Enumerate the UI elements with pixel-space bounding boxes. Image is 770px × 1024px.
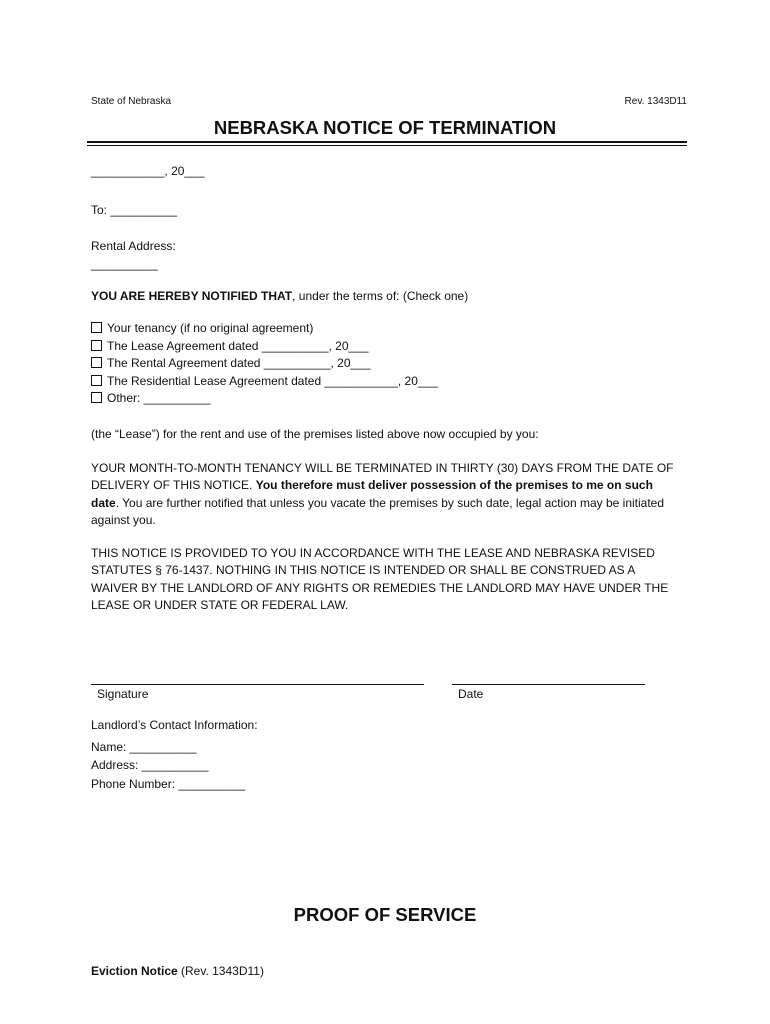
contact-phone: Phone Number: __________ [91,777,246,791]
lease-line: (the “Lease”) for the rent and use of the premises listed above now occupied by you: [91,427,539,441]
checkbox-item-other[interactable] [91,391,210,405]
contact-address: Address: __________ [91,758,209,772]
title-rule-thick [87,141,687,143]
date-line: ___________, 20___ [91,164,205,178]
tenancy-text-bold: You therefore must deliver possession of the premises to me on such date [91,478,653,510]
signature-label: Signature [97,687,149,701]
to-line: To: __________ [91,203,178,217]
checkbox-label: The Lease Agreement dated __________, 20___ [107,339,369,353]
checkbox-item-lease-agreement[interactable] [91,339,369,353]
checkbox-label: The Rental Agreement dated __________, 20___ [107,356,371,370]
footer-label [91,963,264,980]
tenancy-text-1: YOUR MONTH-TO-MONTH TENANCY WILL BE TERMINATED IN THIRTY (30) DAYS FROM THE DATE OF DELIVERY OF THIS NOTICE. [91,461,674,493]
statute-paragraph: THIS NOTICE IS PROVIDED TO YOU IN ACCORDANCE WITH THE LEASE AND NEBRASKA REVISED STATUTES § 76-1437. NOTHING IN THIS NOTICE IS INTENDED OR SHALL BE CONSTRUED AS A WAIVER BY THE LANDLORD OF ANY RIGHTS OR REMEDIES THE LANDLORD MAY HAVE UNDER THE LEASE OR UNDER STATE OR FEDERAL LAW. [91,546,669,612]
checkbox-item-tenancy[interactable] [91,321,313,335]
signature-line [91,684,424,685]
notified-bold: YOU ARE HEREBY NOTIFIED THAT [91,289,293,303]
checkbox-label: The Residential Lease Agreement dated ___________, 20___ [107,374,438,388]
rental-address-value: __________ [91,257,158,271]
tenancy-paragraph [91,460,681,529]
tenancy-text-2: . You are further notified that unless you vacate the premises by such date, legal action may be initiated against you. [91,495,665,527]
date-signature-line [452,684,645,685]
checkbox-icon[interactable] [91,392,102,403]
proof-of-service-title: PROOF OF SERVICE [293,904,477,925]
state-label: State of Nebraska [91,96,172,107]
contact-name: Name: __________ [91,740,197,754]
checkbox-item-residential-lease[interactable] [91,374,438,388]
checkbox-label: Your tenancy (if no original agreement) [107,321,314,335]
rental-address-label: Rental Address: [91,239,176,253]
footer-bold: Eviction Notice [91,964,178,978]
checkbox-item-rental-agreement[interactable] [91,356,371,370]
notified-rest: , under the terms of: (Check one) [292,289,469,303]
document-title: NEBRASKA NOTICE OF TERMINATION [213,117,557,138]
checkbox-icon[interactable] [91,357,102,368]
contact-heading: Landlord’s Contact Information: [91,718,258,732]
footer-rest: (Rev. 1343D11) [177,964,264,978]
checkbox-icon[interactable] [91,322,102,333]
notified-line [91,288,468,305]
title-rule-thin [87,145,687,146]
date-label: Date [458,687,484,701]
checkbox-label: Other: __________ [107,391,211,405]
checkbox-icon[interactable] [91,340,102,351]
revision-label: Rev. 1343D11 [624,96,687,107]
checkbox-icon[interactable] [91,375,102,386]
